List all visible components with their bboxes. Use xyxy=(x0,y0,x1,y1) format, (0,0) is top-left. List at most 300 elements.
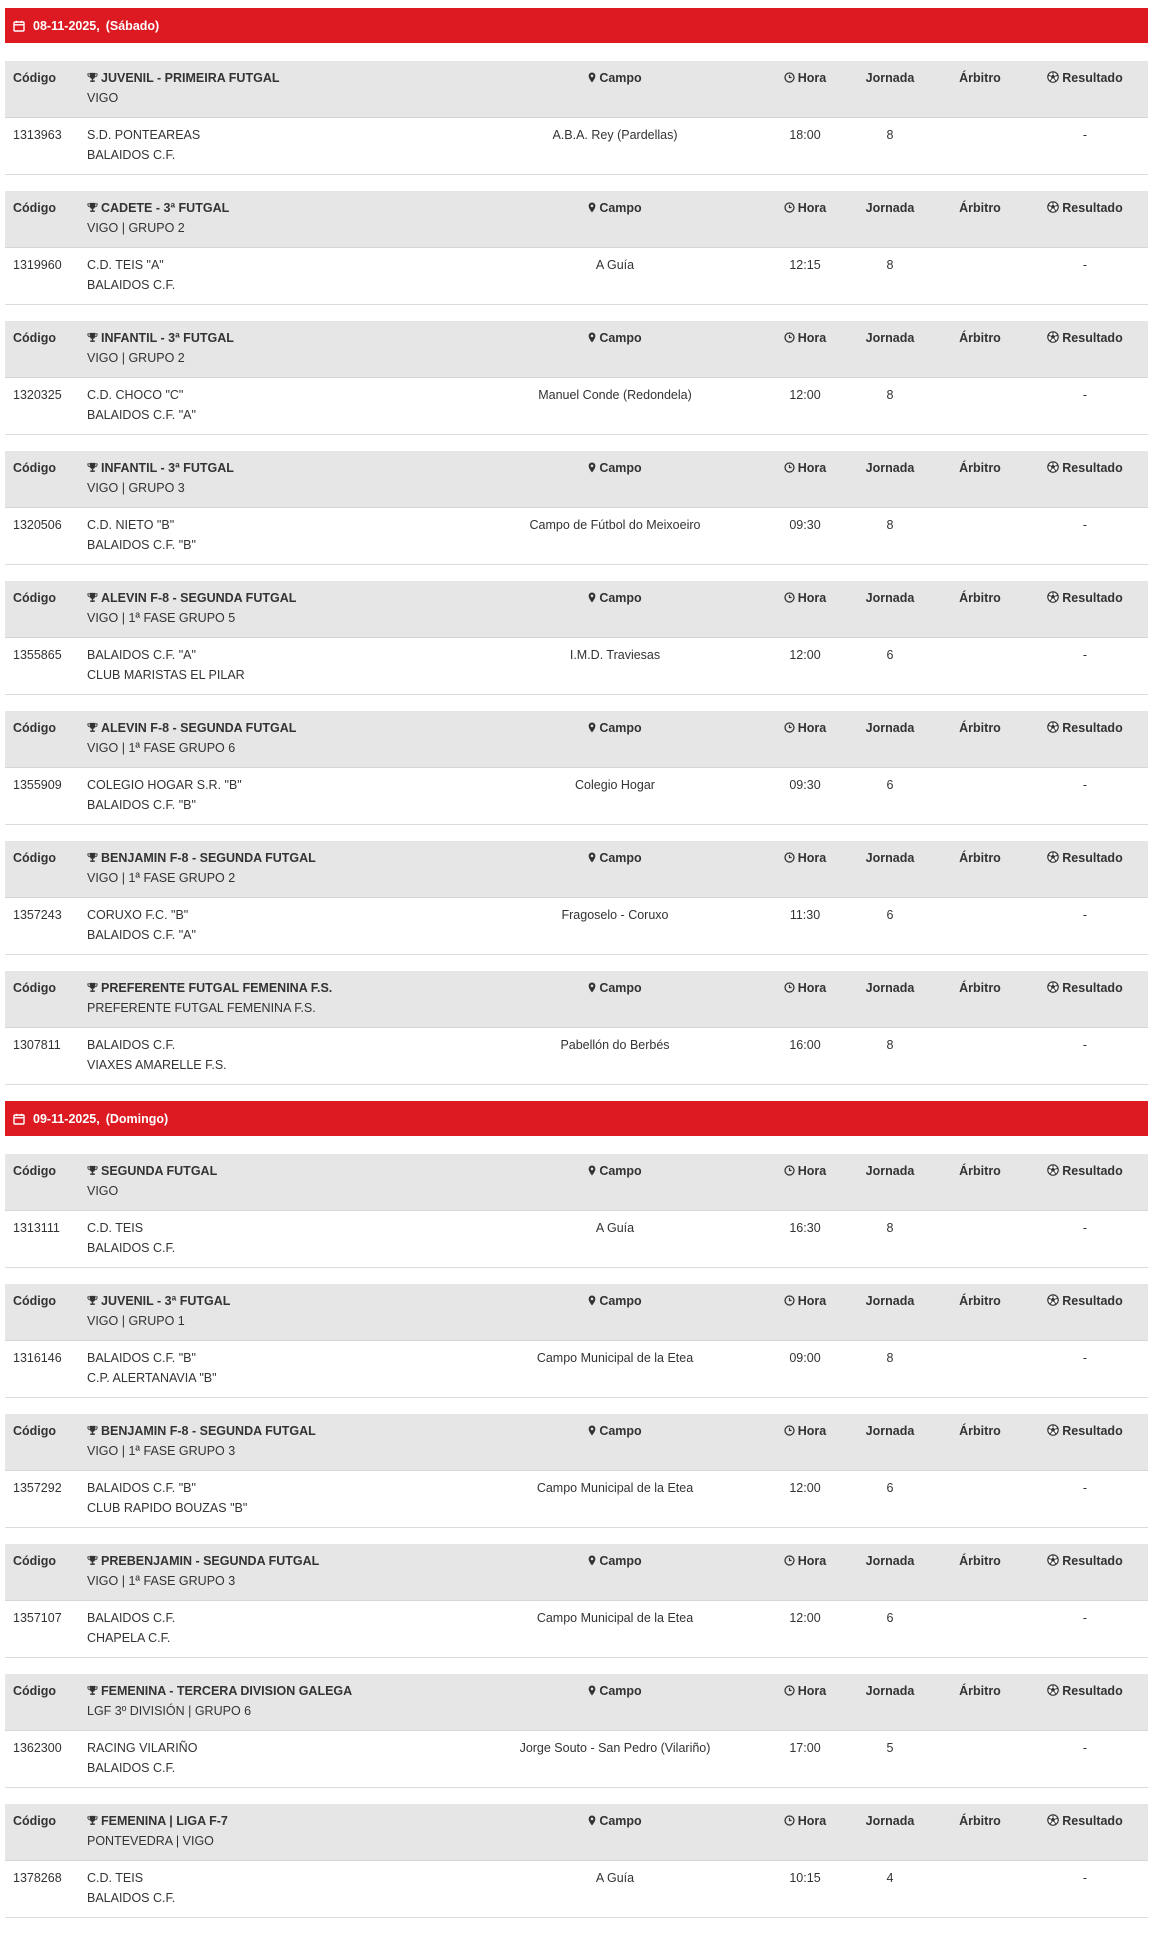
resultado-label-text: Resultado xyxy=(1062,851,1123,865)
home-team[interactable] xyxy=(87,1481,196,1495)
match-row xyxy=(5,638,1148,695)
home-team[interactable] xyxy=(87,1611,175,1625)
codigo-label xyxy=(13,1164,56,1178)
away-team[interactable] xyxy=(87,668,245,682)
hora-label-text: Hora xyxy=(797,331,827,345)
competition-name[interactable] xyxy=(87,721,296,736)
home-team[interactable] xyxy=(87,518,174,532)
match-result xyxy=(1025,908,1145,922)
away-team-text: BALAIDOS C.F. "B" xyxy=(87,538,196,552)
away-team[interactable] xyxy=(87,1058,227,1072)
resultado-label-text: Resultado xyxy=(1062,1554,1123,1568)
resultado-label-text: Resultado xyxy=(1062,1164,1123,1178)
competition-name[interactable] xyxy=(87,331,234,346)
arbitro-label-text: Árbitro xyxy=(959,461,1001,475)
home-team[interactable] xyxy=(87,1221,143,1235)
match-row xyxy=(5,1211,1148,1268)
match-jornada-text: 6 xyxy=(886,1611,894,1625)
codigo-label xyxy=(13,1424,56,1438)
home-team-text: S.D. PONTEAREAS xyxy=(87,128,201,142)
arbitro-label xyxy=(935,1684,1025,1698)
competition-name[interactable] xyxy=(87,981,332,996)
clock-icon xyxy=(784,592,795,606)
competition-name[interactable] xyxy=(87,1814,228,1829)
match-code-text: 1320506 xyxy=(13,518,62,532)
competition-name-text: JUVENIL - PRIMEIRA FUTGAL xyxy=(101,71,280,85)
away-team-text: BALAIDOS C.F. "B" xyxy=(87,798,196,812)
map-marker-icon xyxy=(588,1425,596,1439)
match-result-text: - xyxy=(1082,1351,1088,1365)
resultado-label-text: Resultado xyxy=(1062,461,1123,475)
arbitro-label xyxy=(935,1424,1025,1438)
match-time xyxy=(765,1351,845,1365)
match-time-text: 12:15 xyxy=(789,258,821,272)
arbitro-label xyxy=(935,591,1025,605)
away-team[interactable] xyxy=(87,1761,175,1775)
match-header xyxy=(5,451,1148,508)
competition-name-text: BENJAMIN F-8 - SEGUNDA FUTGAL xyxy=(101,851,316,865)
jornada-label xyxy=(850,1554,930,1568)
resultado-label-text: Resultado xyxy=(1062,1814,1123,1828)
match-time-text: 12:00 xyxy=(789,388,821,402)
match-time-text: 18:00 xyxy=(789,128,821,142)
match-schedule xyxy=(5,8,1148,1934)
match-time-text: 17:00 xyxy=(789,1741,821,1755)
match-code xyxy=(13,1038,61,1052)
away-team-text: CLUB RAPIDO BOUZAS "B" xyxy=(87,1501,248,1515)
arbitro-label xyxy=(935,1294,1025,1308)
hora-label xyxy=(765,721,845,736)
codigo-label-text: Código xyxy=(13,1554,57,1568)
match-time xyxy=(765,1481,845,1495)
match-code xyxy=(13,258,62,272)
trophy-icon xyxy=(87,1425,98,1439)
home-team[interactable] xyxy=(87,388,183,402)
arbitro-label xyxy=(935,851,1025,865)
away-team[interactable] xyxy=(87,1501,247,1515)
hora-label-text: Hora xyxy=(797,851,827,865)
match-time xyxy=(765,908,845,922)
clock-icon xyxy=(784,722,795,736)
competition-name-text: BENJAMIN F-8 - SEGUNDA FUTGAL xyxy=(101,1424,316,1438)
calendar-icon xyxy=(13,1113,29,1125)
trophy-icon xyxy=(87,852,98,866)
day-date: 08-11-2025, xyxy=(33,18,100,33)
clock-icon xyxy=(784,1425,795,1439)
competition-name-text: SEGUNDA FUTGAL xyxy=(101,1164,218,1178)
match-header xyxy=(5,1154,1148,1211)
match-result xyxy=(1025,1741,1145,1755)
competition-group xyxy=(87,611,235,625)
away-team[interactable] xyxy=(87,408,196,422)
away-team-text: C.P. ALERTANAVIA "B" xyxy=(87,1371,217,1385)
hora-label xyxy=(765,1554,845,1569)
match-row xyxy=(5,508,1148,565)
hora-label-text: Hora xyxy=(797,1684,827,1698)
resultado-label xyxy=(1025,1164,1145,1179)
resultado-label xyxy=(1025,1424,1145,1439)
resultado-label-text: Resultado xyxy=(1062,1294,1123,1308)
match-field-text: A Guía xyxy=(595,258,635,272)
match-jornada xyxy=(850,778,930,792)
match-time-text: 09:30 xyxy=(789,778,821,792)
resultado-label-text: Resultado xyxy=(1062,331,1123,345)
match-header xyxy=(5,1414,1148,1471)
match-time-text: 09:30 xyxy=(789,518,821,532)
match-jornada xyxy=(850,518,930,532)
hora-label xyxy=(765,71,845,86)
competition-group xyxy=(87,351,185,365)
codigo-label-text: Código xyxy=(13,1814,57,1828)
match-code-text: 1357292 xyxy=(13,1481,62,1495)
match-result xyxy=(1025,1611,1145,1625)
soccer-ball-icon xyxy=(1047,1814,1059,1829)
competition-group xyxy=(87,741,235,755)
resultado-label-text: Resultado xyxy=(1062,1424,1123,1438)
home-team-text: RACING VILARIÑO xyxy=(87,1741,198,1755)
campo-label-text: Campo xyxy=(599,981,642,995)
competition-group-text: VIGO | GRUPO 1 xyxy=(87,1314,185,1328)
home-team[interactable] xyxy=(87,1351,196,1365)
match-time-text: 12:00 xyxy=(789,1611,821,1625)
match-result-text: - xyxy=(1082,908,1088,922)
trophy-icon xyxy=(87,1165,98,1179)
match-time-text: 12:00 xyxy=(789,648,821,662)
match-block xyxy=(5,841,1148,955)
clock-icon xyxy=(784,202,795,216)
campo-label-text: Campo xyxy=(599,1814,642,1828)
match-block xyxy=(5,971,1148,1085)
arbitro-label xyxy=(935,1554,1025,1568)
arbitro-label xyxy=(935,1164,1025,1178)
match-row xyxy=(5,118,1148,175)
competition-name-text: FEMENINA | LIGA F-7 xyxy=(101,1814,228,1828)
codigo-label-text: Código xyxy=(13,981,57,995)
match-time xyxy=(765,388,845,402)
match-jornada-text: 6 xyxy=(886,1481,894,1495)
match-row xyxy=(5,768,1148,825)
match-jornada xyxy=(850,908,930,922)
away-team-text: BALAIDOS C.F. xyxy=(87,1761,176,1775)
hora-label xyxy=(765,591,845,606)
match-result-text: - xyxy=(1082,1871,1088,1885)
away-team-text: CLUB MARISTAS EL PILAR xyxy=(87,668,245,682)
jornada-label xyxy=(850,1684,930,1698)
match-header xyxy=(5,191,1148,248)
competition-group xyxy=(87,1184,118,1198)
competition-name-text: INFANTIL - 3ª FUTGAL xyxy=(101,331,234,345)
competition-group xyxy=(87,91,118,105)
competition-name[interactable] xyxy=(87,461,234,476)
jornada-label xyxy=(850,1814,930,1828)
match-header xyxy=(5,61,1148,118)
match-jornada xyxy=(850,388,930,402)
clock-icon xyxy=(784,852,795,866)
resultado-label-text: Resultado xyxy=(1062,981,1123,995)
codigo-label xyxy=(13,1814,56,1828)
competition-group xyxy=(87,221,185,235)
match-jornada xyxy=(850,1038,930,1052)
match-time-text: 09:00 xyxy=(789,1351,821,1365)
arbitro-label xyxy=(935,981,1025,995)
home-team[interactable] xyxy=(87,908,188,922)
hora-label-text: Hora xyxy=(797,981,827,995)
jornada-label-text: Jornada xyxy=(865,1424,915,1438)
jornada-label-text: Jornada xyxy=(865,1294,915,1308)
campo-label-text: Campo xyxy=(599,1684,642,1698)
jornada-label-text: Jornada xyxy=(865,591,915,605)
hora-label-text: Hora xyxy=(797,1294,827,1308)
soccer-ball-icon xyxy=(1047,461,1059,476)
competition-group-text: VIGO | GRUPO 3 xyxy=(87,481,185,495)
match-jornada-text: 8 xyxy=(886,1038,894,1052)
trophy-icon xyxy=(87,982,98,996)
soccer-ball-icon xyxy=(1047,1424,1059,1439)
competition-group-text: VIGO | 1ª FASE GRUPO 5 xyxy=(87,611,236,625)
match-time xyxy=(765,1038,845,1052)
competition-group xyxy=(87,1314,185,1328)
competition-group xyxy=(87,481,185,495)
match-code-text: 1355909 xyxy=(13,778,62,792)
jornada-label xyxy=(850,71,930,85)
match-result xyxy=(1025,778,1145,792)
away-team-text: BALAIDOS C.F. "A" xyxy=(87,408,196,422)
competition-name[interactable] xyxy=(87,1424,316,1439)
match-row xyxy=(5,378,1148,435)
map-marker-icon xyxy=(588,982,596,996)
resultado-label xyxy=(1025,1814,1145,1829)
match-jornada xyxy=(850,1351,930,1365)
away-team[interactable] xyxy=(87,798,196,812)
match-code xyxy=(13,1221,60,1235)
competition-name[interactable] xyxy=(87,851,316,866)
match-code xyxy=(13,1351,62,1365)
match-block xyxy=(5,1284,1148,1398)
jornada-label xyxy=(850,1424,930,1438)
match-time xyxy=(765,258,845,272)
away-team[interactable] xyxy=(87,1631,170,1645)
match-block xyxy=(5,451,1148,565)
hora-label xyxy=(765,1814,845,1829)
match-row xyxy=(5,1028,1148,1085)
clock-icon xyxy=(784,72,795,86)
competition-group-text: VIGO | 1ª FASE GRUPO 2 xyxy=(87,871,236,885)
match-result-text: - xyxy=(1082,1481,1088,1495)
hora-label xyxy=(765,981,845,996)
map-marker-icon xyxy=(588,1555,596,1569)
jornada-label-text: Jornada xyxy=(865,201,915,215)
home-team[interactable] xyxy=(87,258,164,272)
jornada-label-text: Jornada xyxy=(865,721,915,735)
match-code-text: 1320325 xyxy=(13,388,62,402)
match-jornada xyxy=(850,128,930,142)
match-time-text: 16:30 xyxy=(789,1221,821,1235)
match-code-text: 1357107 xyxy=(13,1611,62,1625)
resultado-label xyxy=(1025,591,1145,606)
codigo-label xyxy=(13,331,56,345)
competition-name[interactable] xyxy=(87,1164,217,1179)
away-team[interactable] xyxy=(87,148,175,162)
match-row xyxy=(5,1341,1148,1398)
match-result xyxy=(1025,1871,1145,1885)
away-team[interactable] xyxy=(87,278,175,292)
codigo-label-text: Código xyxy=(13,201,57,215)
match-jornada-text: 8 xyxy=(886,518,894,532)
competition-group xyxy=(87,871,235,885)
match-header xyxy=(5,971,1148,1028)
match-field-text: Fragoselo - Coruxo xyxy=(561,908,669,922)
codigo-label xyxy=(13,721,56,735)
match-header xyxy=(5,1804,1148,1861)
resultado-label xyxy=(1025,721,1145,736)
away-team[interactable] xyxy=(87,1891,175,1905)
match-time xyxy=(765,1611,845,1625)
home-team[interactable] xyxy=(87,1038,175,1052)
match-code xyxy=(13,518,62,532)
jornada-label xyxy=(850,461,930,475)
hora-label xyxy=(765,331,845,346)
competition-group-text: VIGO | GRUPO 2 xyxy=(87,351,185,365)
match-jornada xyxy=(850,1741,930,1755)
arbitro-label xyxy=(935,201,1025,215)
hora-label-text: Hora xyxy=(797,721,827,735)
match-block xyxy=(5,191,1148,305)
jornada-label-text: Jornada xyxy=(865,1814,915,1828)
home-team-text: BALAIDOS C.F. "B" xyxy=(87,1481,196,1495)
soccer-ball-icon xyxy=(1047,1684,1059,1699)
away-team[interactable] xyxy=(87,1371,217,1385)
resultado-label xyxy=(1025,331,1145,346)
competition-name-text: PREBENJAMIN - SEGUNDA FUTGAL xyxy=(101,1554,320,1568)
match-field-text: A Guía xyxy=(595,1871,635,1885)
away-team[interactable] xyxy=(87,1241,175,1255)
match-field-text: Jorge Souto - San Pedro (Vilariño) xyxy=(519,1741,711,1755)
away-team-text: BALAIDOS C.F. xyxy=(87,148,176,162)
jornada-label-text: Jornada xyxy=(865,1684,915,1698)
competition-group xyxy=(87,1834,214,1848)
match-code-text: 1307811 xyxy=(13,1038,61,1052)
match-result-text: - xyxy=(1082,1221,1088,1235)
campo-label-text: Campo xyxy=(599,1554,642,1568)
home-team-text: C.D. NIETO "B" xyxy=(87,518,175,532)
home-team[interactable] xyxy=(87,648,196,662)
match-field-text: A.B.A. Rey (Pardellas) xyxy=(552,128,678,142)
resultado-label xyxy=(1025,981,1145,996)
competition-name[interactable] xyxy=(87,1554,319,1569)
match-block xyxy=(5,1544,1148,1658)
arbitro-label-text: Árbitro xyxy=(959,1424,1001,1438)
hora-label-text: Hora xyxy=(797,1814,827,1828)
match-field-text: Campo Municipal de la Etea xyxy=(536,1481,694,1495)
match-row xyxy=(5,1601,1148,1658)
competition-name-text: JUVENIL - 3ª FUTGAL xyxy=(101,1294,231,1308)
home-team-text: BALAIDOS C.F. "B" xyxy=(87,1351,196,1365)
jornada-label xyxy=(850,721,930,735)
map-marker-icon xyxy=(588,1165,596,1179)
home-team-text: C.D. TEIS xyxy=(87,1871,144,1885)
home-team-text: C.D. TEIS xyxy=(87,1221,144,1235)
match-result-text: - xyxy=(1082,1038,1088,1052)
match-block xyxy=(5,321,1148,435)
home-team[interactable] xyxy=(87,778,242,792)
match-row xyxy=(5,1471,1148,1528)
match-result-text: - xyxy=(1082,1741,1088,1755)
match-result-text: - xyxy=(1082,258,1088,272)
match-time-text: 10:15 xyxy=(789,1871,821,1885)
match-jornada-text: 6 xyxy=(886,648,894,662)
hora-label-text: Hora xyxy=(797,1164,827,1178)
match-time xyxy=(765,1221,845,1235)
hora-label-text: Hora xyxy=(797,201,827,215)
match-result xyxy=(1025,128,1145,142)
codigo-label xyxy=(13,981,56,995)
campo-label-text: Campo xyxy=(599,201,642,215)
match-row xyxy=(5,1861,1148,1918)
home-team[interactable] xyxy=(87,1741,197,1755)
hora-label-text: Hora xyxy=(797,71,827,85)
trophy-icon xyxy=(87,1555,98,1569)
arbitro-label xyxy=(935,1814,1025,1828)
away-team[interactable] xyxy=(87,538,196,552)
clock-icon xyxy=(784,982,795,996)
map-marker-icon xyxy=(588,1295,596,1309)
hora-label-text: Hora xyxy=(797,1424,827,1438)
match-block xyxy=(5,581,1148,695)
competition-name[interactable] xyxy=(87,201,229,216)
match-block xyxy=(5,711,1148,825)
jornada-label-text: Jornada xyxy=(865,1164,915,1178)
match-block xyxy=(5,1414,1148,1528)
codigo-label-text: Código xyxy=(13,1424,57,1438)
match-header xyxy=(5,1674,1148,1731)
trophy-icon xyxy=(87,202,98,216)
clock-icon xyxy=(784,1165,795,1179)
match-time xyxy=(765,1741,845,1755)
match-field-text: Campo de Fútbol do Meixoeiro xyxy=(529,518,701,532)
arbitro-label-text: Árbitro xyxy=(959,981,1001,995)
competition-group-text: PREFERENTE FUTGAL FEMENINA F.S. xyxy=(87,1001,316,1015)
competition-group-text: VIGO | 1ª FASE GRUPO 6 xyxy=(87,741,236,755)
competition-name[interactable] xyxy=(87,1684,352,1699)
away-team[interactable] xyxy=(87,928,196,942)
resultado-label-text: Resultado xyxy=(1062,1684,1123,1698)
jornada-label xyxy=(850,201,930,215)
home-team-text: BALAIDOS C.F. "A" xyxy=(87,648,196,662)
match-jornada xyxy=(850,258,930,272)
competition-name[interactable] xyxy=(87,71,279,86)
match-jornada xyxy=(850,1221,930,1235)
day-weekday: (Sábado) xyxy=(105,18,160,33)
match-code xyxy=(13,128,62,142)
hora-label xyxy=(765,1294,845,1309)
competition-name[interactable] xyxy=(87,591,296,606)
resultado-label xyxy=(1025,1684,1145,1699)
codigo-label-text: Código xyxy=(13,461,57,475)
competition-name[interactable] xyxy=(87,1294,230,1309)
home-team[interactable] xyxy=(87,1871,143,1885)
match-header xyxy=(5,841,1148,898)
match-field-text: Manuel Conde (Redondela) xyxy=(538,388,692,402)
jornada-label-text: Jornada xyxy=(865,981,915,995)
codigo-label-text: Código xyxy=(13,1684,57,1698)
away-team-text: BALAIDOS C.F. xyxy=(87,278,176,292)
soccer-ball-icon xyxy=(1047,331,1059,346)
home-team-text: BALAIDOS C.F. xyxy=(87,1611,176,1625)
match-jornada xyxy=(850,648,930,662)
home-team[interactable] xyxy=(87,128,200,142)
match-code xyxy=(13,778,62,792)
arbitro-label-text: Árbitro xyxy=(959,721,1001,735)
